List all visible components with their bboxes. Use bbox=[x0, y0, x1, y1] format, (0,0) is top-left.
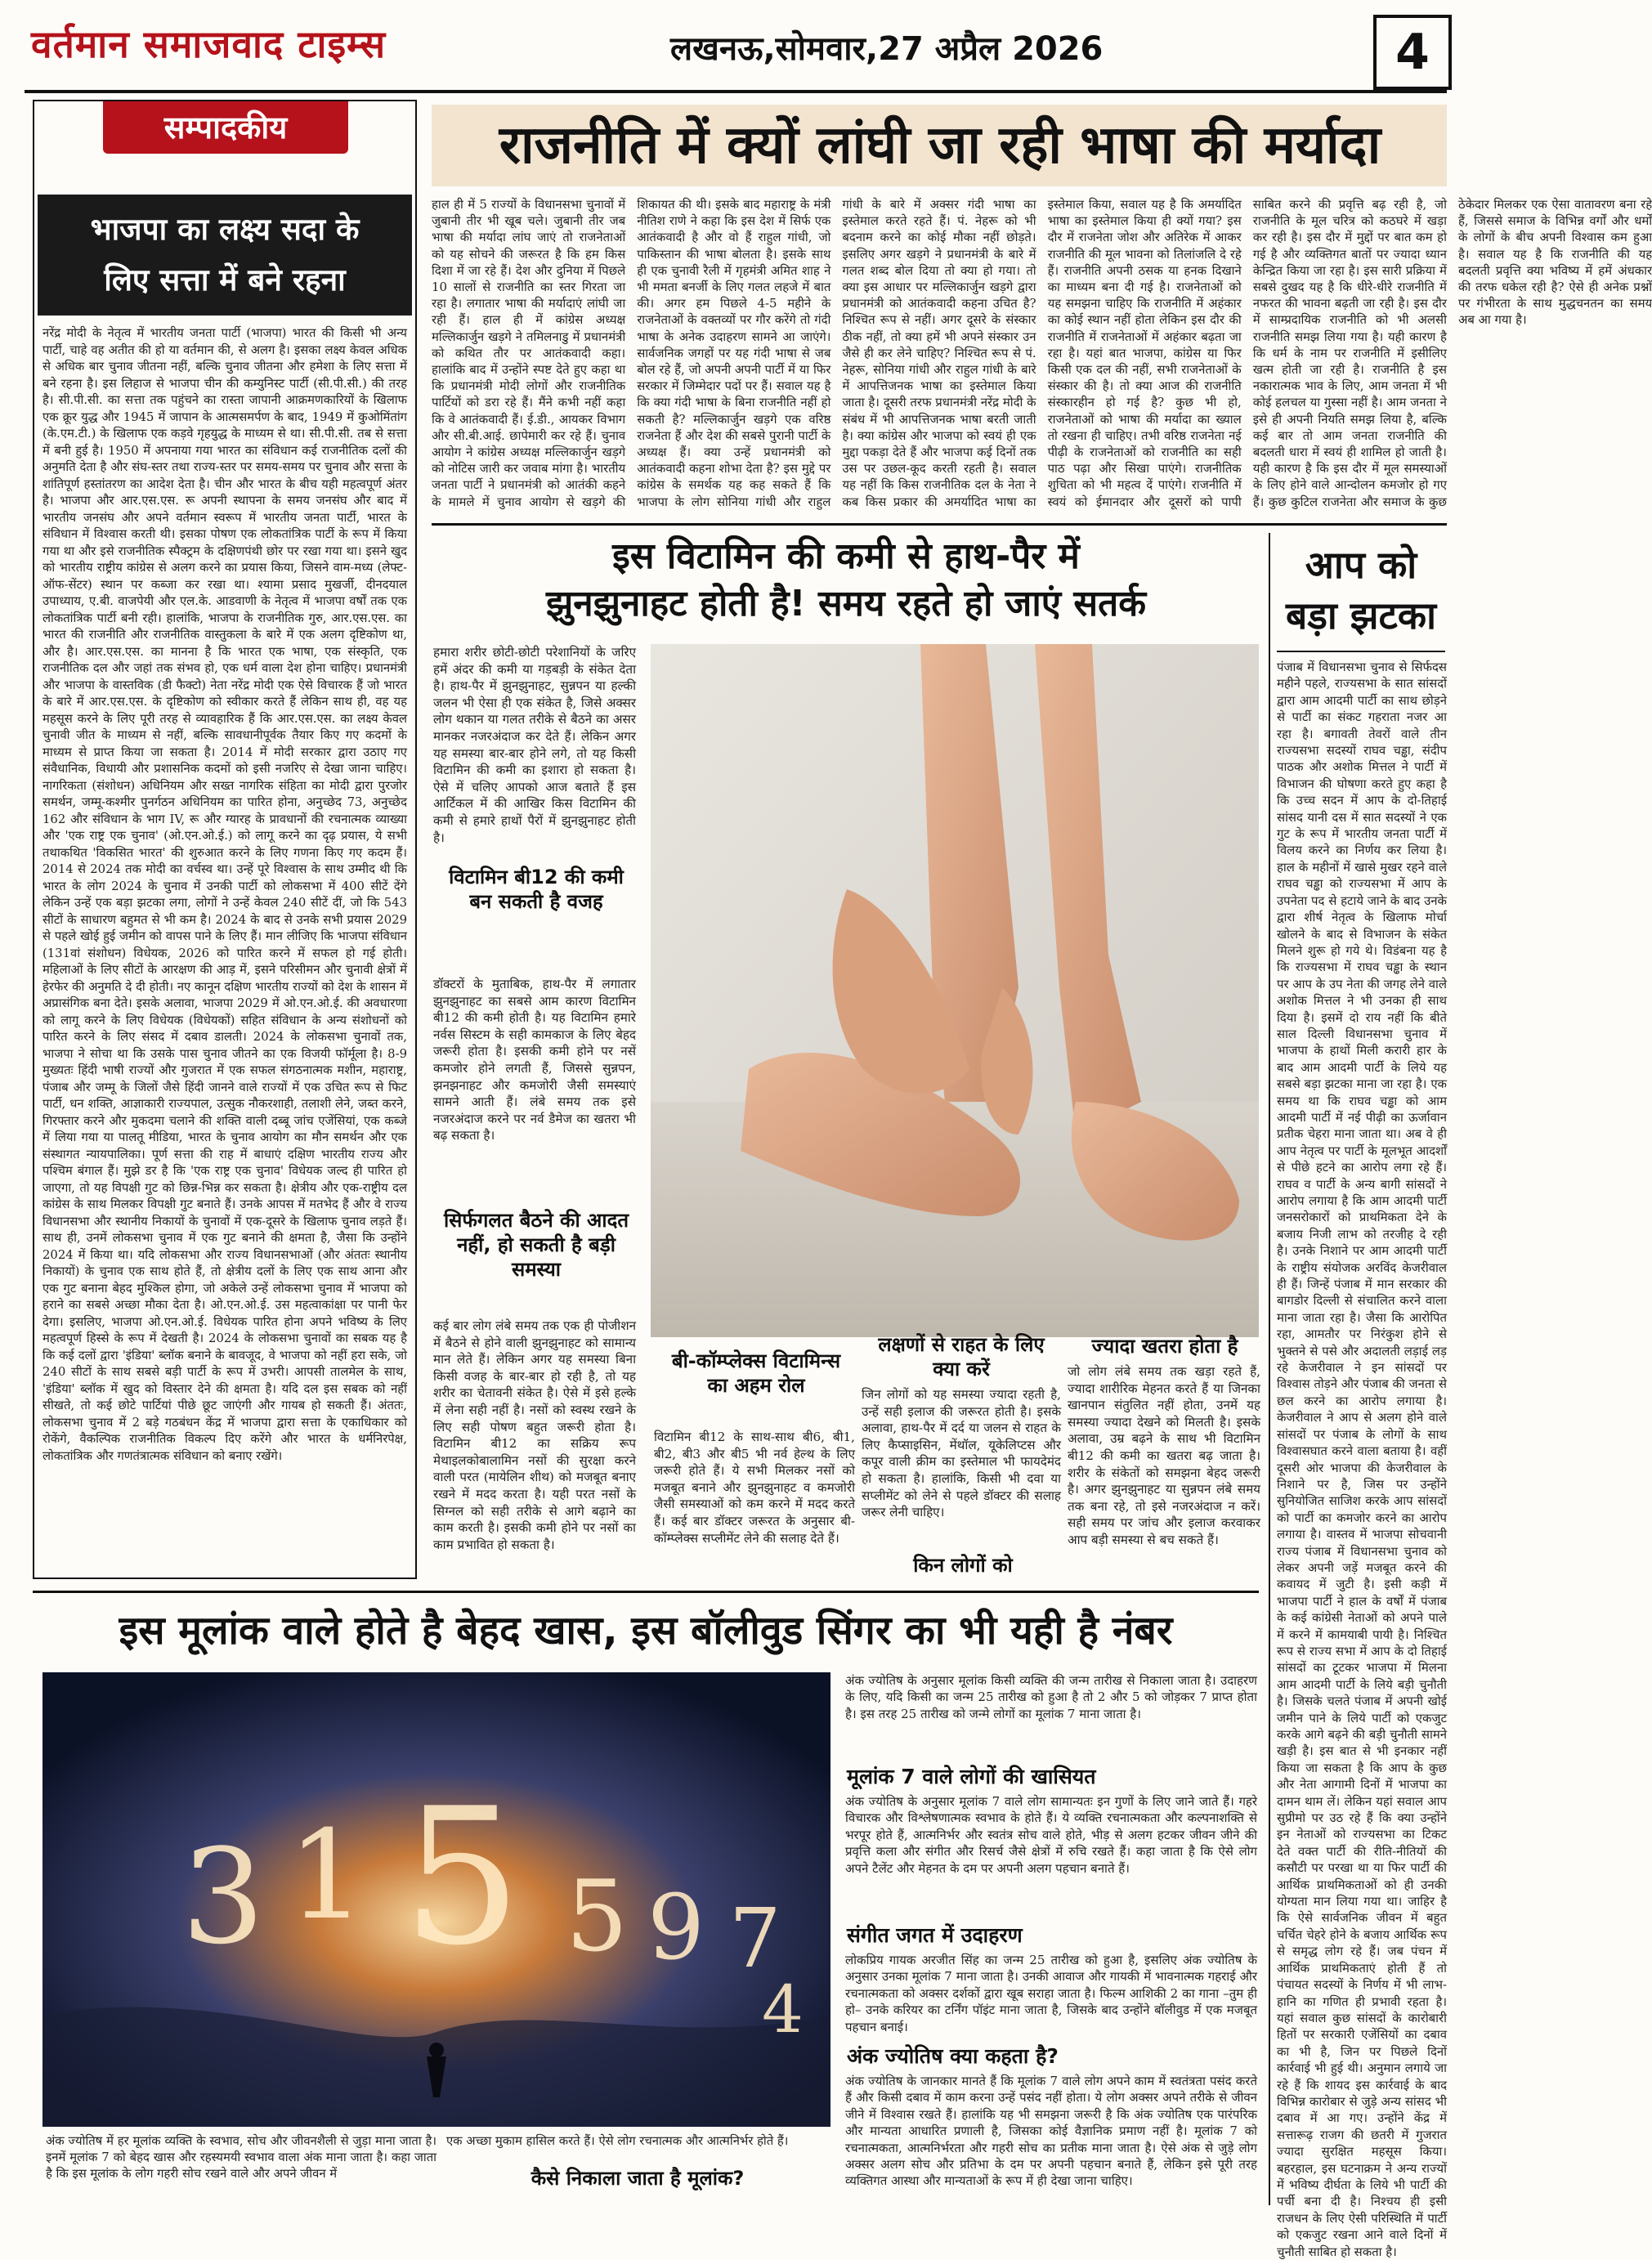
health-para6: जो लोग लंबे समय तक खड़ा रहते हैं, ज्यादा शारीरिक मेहनत करते हैं या जिनका खानपान संतुलित नहीं होता, उनमें यह समस्या ज्यादा देखने को मिलती है। इसके अलावा, उम्र बढ़ने के साथ भी विटामिन बी12 की कमी का खतरा बढ़ जाता है। शरीर के संकेतों को समझना बेहद जरूरी है। अगर झुनझुनाहट या सुन्नपन लंबे समय तक बना रहे, तो इसे नजरअंदाज न करें। सही समय पर जांच और इलाज करवाकर आप बड़ी समस्या से बच सकते हैं। bbox=[1068, 1364, 1260, 1547]
shock-headline-line2: बड़ा झटका bbox=[1285, 593, 1436, 638]
digit-3: 3 bbox=[181, 1820, 265, 1973]
numerology-headline: इस मूलांक वाले होते है बेहद खास, इस बॉलीवुड सिंगर का भी यही है नंबर bbox=[119, 1608, 1173, 1654]
shock-column-rule bbox=[1269, 533, 1270, 2205]
feet-tingling-photo-icon bbox=[651, 644, 1259, 1337]
shock-headline bbox=[1277, 539, 1445, 641]
numerology-sub2: संगीत जगत में उदाहरण bbox=[847, 1923, 1023, 1947]
health-para2: कई बार लोग लंबे समय तक एक ही पोजीशन में बैठने से होने वाली झुनझुनाहट को सामान्य मान लेते हैं। लेकिन अगर यह समस्या बिना किसी वजह के बार-बार हो रही है, तो यह शरीर का चेतावनी संकेत है। ऐसे में इसे हल्के में लेना सही नहीं है। नसों को स्वस्थ रखने के लिए सही पोषण बहुत जरूरी होता है। विटामिन बी12 का सक्रिय रूप मेथाइलकोबालामिन नसों की सुरक्षा करने वाली परत (मायेलिन शीथ) को मजबूत बनाए रखने में मदद करता है। यही परत नसों के सिग्नल को सही तरीके से आगे बढ़ाने का काम करती है। इसकी कमी होने पर नसों का काम प्रभावित हो सकता है। bbox=[433, 1318, 636, 1552]
digit-9: 9 bbox=[647, 1875, 705, 1980]
lead-rule bbox=[432, 523, 1447, 526]
health-para3: विटामिन बी12 के साथ-साथ बी6, बी1, बी2, बी3 और बी5 भी नर्व हेल्थ के लिए जरूरी होते हैं। ये सभी मिलकर नसों को मजबूत बनाने और झुनझुनाहट व कमजोरी जैसी समस्याओं को कम करने में मदद करते हैं। कई बार डॉक्टर जरूरत के अनुसार बी-कॉम्प्लेक्स सप्लीमेंट लेने की सलाह देते हैं। bbox=[654, 1430, 855, 1546]
numerology-para1: अंक ज्योतिष के अनुसार मूलांक 7 वाले लोग सामान्यतः इन गुणों के लिए जाने जाते हैं। गहरे विचारक और विश्लेषणात्मक स्वभाव के होते हैं। ये व्यक्ति रचनात्मकता और कल्पनाशक्ति से भरपूर होते हैं, आत्मनिर्भर और स्वतंत्र सोच वाले होते, भीड़ से अलग हटकर जीवन जीने की प्रवृत्ति कला और संगीत और रिसर्च जैसे क्षेत्रों में रुचि रखते हैं। कहा जाता है कि ऐसे लोग अपने टैलेंट और मेहनत के दम पर अपनी अलग पहचान बनाते हैं। bbox=[845, 1794, 1257, 1876]
editorial-headline-line1: भाजपा का लक्ष्य सदा के bbox=[90, 212, 360, 247]
dateline: लखनऊ,सोमवार,27 अप्रैल 2026 bbox=[670, 30, 1104, 68]
editorial-body: नरेंद्र मोदी के नेतृत्व में भारतीय जनता पार्टी (भाजपा) भारत की किसी भी अन्य पार्टी, चाहे वह अतीत की हो या वर्तमान की, से अलग है। इसका लक्ष्य केवल अधिक से अधिक बार चुनाव जीतना नहीं, बल्कि चुनाव जीतना और हमेशा के लिए सत्ता में बने रहना है। इस लिहाज से भाजपा चीन की कम्युनिस्ट पार्टी (सी.पी.सी.) की तरह है। सी.पी.सी. का सत्ता तक पहुंचने का रास्ता जापानी आक्रमणकारियों के खिलाफ एक क्रूर युद्ध और 1945 में जापान के आत्मसमर्पण के बाद, 1949 में कुओमिंतांग (के.एम.टी.) के खिलाफ एक कड़वे गृहयुद्ध के माध्यम से था। सी.पी.सी. तब से सत्ता में बनी हुई है। 1950 में अपनाया गया भारत का संविधान कई राजनीतिक दलों की अनुमति देता है और संघ-स्तर तथा राज्य-स्तर पर समय-समय पर चुनाव और सत्ता के शांतिपूर्ण हस्तांतरण का आदेश देता है। चीन और भारत के बीच यही महत्वपूर्ण अंतर है। भाजपा और आर.एस.एस. रू अपनी स्थापना के समय जनसंघ और बाद में भारतीय जनसंघ और अपने वर्तमान स्वरूप में भारतीय जनता पार्टी, भारत के संविधान में विश्वास करती थी। इसका पोषण एक लोकतांत्रिक पार्टी के रूप में किया गया था और इसे राजनीतिक स्पैक्ट्रम के दक्षिणपंथी छोर पर रखा गया था। इसने खुद को भारतीय राष्ट्रीय कांग्रेस से अलग करने का प्रयास किया, जिसने वाम-मध्य (लेफ्ट-ऑफ-सेंटर) स्थान पर कब्जा कर रखा था। श्यामा प्रसाद मुखर्जी, दीनदयाल उपाध्याय, ए.बी. वाजपेयी और एल.के. आडवाणी के नेतृत्व में भाजपा वर्षों तक एक लोकतांत्रिक पार्टी बनी रही। हालांकि, भाजपा के राजनीतिक गुरु, आर.एस.एस. का भारत की राजनीति और राजनीतिक वास्तुकला के बारे में एक अलग दृष्टिकोण था, और है। आर.एस.एस. का मानना है कि भारत एक भाषा, एक संस्कृति, एक राजनीतिक दल और जहां तक संभव हो, एक धर्म वाला देश होना चाहिए। प्रधानमंत्री और भाजपा के वास्तविक (डी फैक्टो) नेता नरेंद्र मोदी एक ऐसे विचारक हैं जो भारत के बारे में आर.एस.एस. के दृष्टिकोण को स्वीकार करते हैं लेकिन साथ ही, वह यह महसूस करने के लिए पूरी तरह से व्यावहारिक हैं कि आर.एस.एस. का लक्ष्य केवल चुनावी जीत के माध्यम से नहीं, बल्कि सावधानीपूर्वक तैयार किए गए कदमों के माध्यम से प्राप्त किया जा सकता है। 2014 में मोदी सरकार द्वारा उठाए गए संवैधानिक, विधायी और प्रशासनिक कदमों को इसी नजरिए से देखा जाना चाहिए। नागरिकता (संशोधन) अधिनियम और सख्त नागरिक संहिता का मोदी द्वारा पुरजोर समर्थन, जम्मू-कश्मीर पुनर्गठन अधिनियम का पारित होना, अनुच्छेद 73, अनुच्छेद 162 और संविधान के भाग IV, रू और ग्यारह के प्रावधानों की रचनात्मक व्याख्या और 'एक राष्ट्र एक चुनाव' (ओ.एन.ओ.ई.) को लागू करने का दृढ़ प्रयास, ये सभी तथाकथित 'विकसित भारत' की शुरुआत करने के लिए गणना किए गए कदम हैं। 2014 से 2024 तक मोदी का वर्चस्व था। उन्हें पूरे विश्वास के साथ उम्मीद थी कि भारत के लोग 2024 के चुनाव में उनकी पार्टी को लोकसभा में 400 सीटें देंगे लेकिन उन्हें एक बड़ा झटका लगा, लोगों ने उन्हें केवल 240 सीटें दीं, जो कि 543 सीटों के साधारण बहुमत से भी कम है। 2024 के बाद से उनके सभी प्रयास 2029 से पहले खोई हुई जमीन को वापस पाने के लिए हैं। मान लीजिए कि भाजपा संविधान (131वां संशोधन) विधेयक, 2026 को पारित करने में सफल हो गई होती। महिलाओं के लिए सीटों के आरक्षण की आड़ में, इसने परिसीमन और चुनावी क्षेत्रों में हेरफेर की अनुमति दे दी होती। नए कानून दक्षिण भारतीय राज्यों को देश के शासन में अप्रासंगिक बना देते। इसके अलावा, भाजपा 2029 में ओ.एन.ओ.ई. की अवधारणा को लागू करने के लिए विधेयक (विधेयकों) सहित संविधान के अन्य संशोधनों को पारित करने के लिए संसद में दबाव डालती। 2024 के लोकसभा चुनावों तक, भाजपा ने सोचा था कि उसके पास चुनाव जीतने का एक विजयी फॉर्मूला है। 8-9 मुख्यतः हिंदी भाषी राज्यों और गुजरात में एक सफल संगठनात्मक मशीन, महाराष्ट्र, पंजाब और जम्मू के जिलों जैसे हिंदी जानने वाले राज्यों में एक उचित रूप से फिट पार्टी, धन शक्ति, आज्ञाकारी राज्यपाल, उत्सुक नौकरशाही, तलाशी लेने, जब्त करने, गिरफ्तार करने और मुकदमा चलाने की शक्ति वाली दब्बू जांच एजेंसियां, एक कब्जे में लिया गया या पालतू मीडिया, भारत के चुनाव आयोग का मौन समर्थन और एक संस्थागत न्यायपालिका। पूर्ण सत्ता की राह में बाधाएं दक्षिण भारतीय राज्य और पश्चिम बंगाल हैं। मुझे डर है कि 'एक राष्ट्र एक चुनाव' विधेयक जल्द ही पारित हो जाएगा, तो यह विपक्षी गुट को छिन्न-भिन्न कर सकता है। क्षेत्रीय और एक-राष्ट्रीय दल कांग्रेस के साथ मिलकर विपक्षी गुट बनाते हैं। उनके आपस में मतभेद हैं और वे राज्य विधानसभा और स्थानीय निकायों के चुनावों में एक-दूसरे के खिलाफ चुनाव लड़ते हैं। साथ ही, उनमें लोकसभा चुनाव में एक गुट बनाने की क्षमता है, जैसा कि उन्होंने 2024 में किया था। यदि लोकसभा और राज्य विधानसभाओं (और अंततः स्थानीय निकायों) के चुनाव एक साथ होते हैं, तो क्षेत्रीय दलों के लिए एक साथ आना और एक गुट बनाना बेहद मुश्किल होगा, जो अकेले उन्हें लोकसभा चुनाव में भाजपा को हराने का सबसे अच्छा मौका देता है। ओ.एन.ओ.ई. उस महत्वाकांक्षा पर पानी फेर देगा। इसलिए, भाजपा ओ.एन.ओ.ई. विधेयक पारित होना अपने भविष्य के लिए महत्वपूर्ण हिस्से के रूप में देखती है। 2024 के लोकसभा चुनावों का सबक यह है कि कई दलों द्वारा 'इंडिया' ब्लॉक बनाने के बावजूद, वे भाजपा को नहीं हरा सके, जो 240 सीटों के साथ सबसे बड़ी पार्टी के रूप में उभरी। आपसी तालमेल के साथ, 'इंडिया' ब्लॉक में खुद को विस्तार देने की क्षमता है। यदि दल इस सबक को नहीं सीखते, तो कई छोटे पार्टियां पीछे छूट जाएंगी और गायब हो सकती हैं। अंततः, लोकसभा चुनाव में 2 बड़े गठबंधन केंद्र में भाजपा द्वारा सत्ता के एकाधिकार को रोकेंगे, वैकल्पिक राजनीतिक विकल्प दिए करेंगे और भारत के धर्मनिरपेक्ष, लोकतांत्रिक और गणतंत्रात्मक संविधान को बनाए रखेंगे। bbox=[43, 326, 407, 1463]
numerology-para2: लोकप्रिय गायक अरजीत सिंह का जन्म 25 तारीख को हुआ है, इसलिए अंक ज्योतिष के अनुसार उनका मूलांक 7 माना जाता है। उनकी आवाज और गायकी में भावनात्मक गहराई और रचनात्मकता को अक्सर दर्शकों द्वारा खूब सराहा जाता है। फिल्म आशिकी 2 का गाना –तुम ही हो– उनके करियर का टर्निंग पॉइंट माना जाता है, जिसके बाद उन्होंने बॉलीवुड में एक मजबूत पहचान बनाई। bbox=[845, 1953, 1257, 2034]
health-sub1: विटामिन बी12 की कमी बन सकती है वजह bbox=[449, 866, 624, 913]
page-number: 4 bbox=[1373, 15, 1452, 90]
health-sub2: सिर्फगलत बैठने की आदत नहीं, हो सकती है बड़ी समस्या bbox=[443, 1209, 629, 1281]
numerology-para3: अंक ज्योतिष के जानकार मानते हैं कि मूलांक 7 वाले लोग अपने काम में स्वतंत्रता पसंद करते हैं और किसी दबाव में काम करना उन्हें पसंद नहीं होता। ये लोग अक्सर अपने तरीके से जीवन जीने में विश्वास रखते हैं। हालांकि यह भी समझना जरूरी है कि अंक ज्योतिष एक पारंपरिक और मान्यता आधारित प्रणाली है, जिसका कोई वैज्ञानिक प्रमाण नहीं है। मूलांक 7 को रचनात्मकता, आत्मनिर्भरता और गहरी सोच का प्रतीक माना जाता है। ऐसे अंक से जुड़े लोग अक्सर अलग सोच और प्रतिभा के दम पर अपनी पहचान बनाते हैं, लेकिन इसे पूरी तरह व्यक्तिगत आस्था और मान्यताओं के रूप में ही देखा जाना चाहिए। bbox=[845, 2074, 1257, 2189]
lead-headline: राजनीति में क्यों लांघी जा रही भाषा की मर्यादा bbox=[499, 115, 1381, 176]
numerology-photo bbox=[43, 1672, 830, 2127]
digit-5-large: 5 bbox=[402, 1769, 522, 1987]
editorial-section-label: सम्पादकीय bbox=[103, 101, 348, 154]
digit-1: 1 bbox=[288, 1805, 366, 1947]
health-headline-line1: इस विटामिन की कमी से हाथ-पैर में bbox=[612, 535, 1080, 577]
digit-7: 7 bbox=[729, 1891, 781, 1986]
health-sub6: ज्यादा खतरा होता है bbox=[1091, 1335, 1238, 1358]
masthead bbox=[0, 0, 1471, 92]
numerology-intro: अंक ज्योतिष के अनुसार मूलांक किसी व्यक्ति की जन्म तारीख से निकाला जाता है। उदाहरण के लिए, यदि किसी का जन्म 25 तारीख को हुआ है तो 2 और 5 को जोड़कर 7 प्राप्त होता है। इस तरह 25 तारीख को जन्मे लोगों का मूलांक 7 माना जाता है। bbox=[845, 1673, 1257, 1721]
digit-5-small: 5 bbox=[566, 1860, 629, 1974]
health-sub5: किन लोगों को bbox=[913, 1554, 1013, 1577]
editorial-headline bbox=[38, 195, 412, 316]
newspaper-brand: वर्तमान समाजवाद टाइम्स bbox=[31, 22, 387, 66]
numerology-caption-left: अंक ज्योतिष में हर मूलांक व्यक्ति के स्वभाव, सोच और जीवनशैली से जुड़ा माना जाता है। इनमें मूलांक 7 को बेहद खास और रहस्यमयी स्वभाव वाला अंक माना जाता है। कहा जाता है कि इस मूलांक के लोग गहरी सोच रखने वाले और अपने जीवन में bbox=[46, 2134, 437, 2181]
shock-headline-line1: आप को bbox=[1305, 543, 1417, 587]
numerology-how-head: कैसे निकाला जाता है मूलांक? bbox=[531, 2167, 745, 2190]
health-photo bbox=[651, 644, 1259, 1337]
numerology-sub3: अंक ज्योतिष क्या कहता है? bbox=[847, 2044, 1059, 2068]
shock-head-rule bbox=[1277, 651, 1445, 652]
numerology-caption-right: एक अच्छा मुकाम हासिल करते हैं। ऐसे लोग रचनात्मक और आत्मनिर्भर होते हैं। bbox=[446, 2134, 789, 2148]
health-para4: जिन लोगों को यह समस्या ज्यादा रहती है, उन्हें सही इलाज की जरूरत होती है। इसके अलावा, हाथ-पैर में दर्द या जलन से राहत के लिए कैप्साइसिन, मेंथॉल, यूकेलिप्टस और कपूर वाली क्रीम का इस्तेमाल भी फायदेमंद हो सकता है। हालांकि, किसी भी दवा या सप्लीमेंट को लेने से पहले डॉक्टर की सलाह जरूर लेनी चाहिए। bbox=[862, 1387, 1061, 1520]
editorial-headline-line2: लिए सत्ता में बने रहना bbox=[104, 262, 346, 298]
lead-body: हाल ही में 5 राज्यों के विधानसभा चुनावों में जुबानी तीर भी खूब चले। जुबानी तीर जब भाषा की मर्यादा लांघ जाएं तो राजनेताओं को यह सोचने की जरूरत है कि हम किस दिशा में जा रहे हैं। देश और दुनिया में पिछले 10 सालों से राजनीति का स्तर गिरता जा रहा है। लगातार भाषा की मर्यादाएं लांघी जा रही हैं। हाल ही में कांग्रेस अध्यक्ष मल्लिकार्जुन खड़गे ने तमिलनाडु में प्रधानमंत्री को कथित तौर पर आतंकवादी कहा। हालांकि बाद में उन्होंने स्पष्ट देते हुए कहा था कि प्रधानमंत्री मोदी लोगों और राजनीतिक पार्टियों को डरा रहे हैं। मैंने कभी नहीं कहा कि वे आतंकवादी हैं। ई.डी., आयकर विभाग और सी.बी.आई. छापेमारी कर रहे हैं। चुनाव आयोग ने कांग्रेस अध्यक्ष मल्लिकार्जुन खड़गे को नोटिस जारी कर जवाब मांगा है। भारतीय जनता पार्टी ने प्रधानमंत्री को आतंकी कहने के मामले में चुनाव आयोग से खड़गे की शिकायत की थी। इसके बाद महाराष्ट्र के मंत्री नीतिश राणे ने कहा कि इस देश में सिर्फ एक आतंकवादी है और वो हैं राहुल गांधी, जो पाकिस्तान की भाषा बोलता है। इसके साथ ही एक चुनावी रैली में गृहमंत्री अमित शाह ने भी ममता बनर्जी के लिए गलत लहजे में बात की। अगर हम पिछले 4-5 महीने के राजनेताओं के वक्तव्यों पर गौर करेंगे तो गंदी भाषा के अनेक उदाहरण सामने आ जाएंगे। सार्वजनिक जगहों पर यह गंदी भाषा से जब बोल रहे हैं, जो अपनी अपनी पार्टी में या फिर सरकार में जिम्मेदार पदों पर हैं। सवाल यह है कि क्या गंदी भाषा के बिना राजनीति नहीं हो सकती है? मल्लिकार्जुन खड़गे एक वरिष्ठ राजनेता हैं और देश की सबसे पुरानी पार्टी के अध्यक्ष हैं। क्या उन्हें प्रधानमंत्री को आतंकवादी कहना शोभा देता है? इस मुद्दे पर कांग्रेस के समर्थक यह कह सकते हैं कि भाजपा के लोग सोनिया गांधी और राहुल गांधी के बारे में अक्सर गंदी भाषा का इस्तेमाल करते रहते हैं। पं. नेहरू को भी बदनाम करने का कोई मौका नहीं छोड़ते। इसलिए अगर खड़गे ने प्रधानमंत्री के बारे में गलत शब्द बोल दिया तो क्या हो गया। तो क्या इस आधार पर मल्लिकार्जुन खड़गे द्वारा प्रधानमंत्री को आतंकवादी कहना उचित है? निश्चित रूप से नहीं। अगर दूसरे के संस्कार ठीक नहीं, तो क्या हमें भी अपने संस्कार उन जैसे ही कर लेने चाहिए? निश्चित रूप से पं. नेहरू, सोनिया गांधी और राहुल गांधी के बारे में आपत्तिजनक भाषा का इस्तेमाल किया जाता है। दूसरी तरफ प्रधानमंत्री नरेंद्र मोदी के संबंध में भी आपत्तिजनक भाषा बरती जाती है। क्या कांग्रेस और भाजपा को स्वयं ही एक मुद्दा पकड़ा देते हैं और भाजपा कई दिनों तक उस पर उछल-कूद करती रहती है। सवाल यह नहीं कि किस राजनीतिक दल के नेता ने कब किस प्रकार की अमर्यादित भाषा का इस्तेमाल किया, सवाल यह है कि अमर्यादित भाषा का इस्तेमाल किया ही क्यों गया? इस दौर में राजनेता जोश और अतिरेक में आकर राजनीति की मूल भावना को तिलांजलि दे रहे हैं। राजनीति अपनी ठसक या हनक दिखाने का माध्यम बना दी गई है। राजनेताओं को यह समझना चाहिए कि राजनीति में अहंकार का कोई स्थान नहीं होता लेकिन इस दौर की राजनीति में राजनेताओं में अहंकार बढ़ता जा रहा है। यहां बात भाजपा, कांग्रेस या फिर किसी एक दल की नहीं, सभी राजनेताओं के संस्कार की है। तो क्या आज की राजनीति संस्कारहीन हो गई है? कुछ भी हो, राजनेताओं को भाषा की मर्यादा का ख्याल तो रखना ही चाहिए। तभी वरिष्ठ राजनेता नई पीढ़ी के राजनेताओं को राजनीति का सही पाठ पढ़ा और सिखा पाएंगे। राजनीतिक शुचिता को भी महत्व दें पाएंगे। राजनीति में स्वयं को ईमानदार और दूसरों को पापी साबित करने की प्रवृत्ति बढ़ रही है, जो राजनीति के मूल चरित्र को कठघरे में खड़ा कर रही है। इस दौर में मुद्दों पर बात कम हो गई है और व्यक्तिगत बातों पर ज्यादा ध्यान केन्द्रित किया जा रहा है। इस सारी प्रक्रिया में सबसे दुखद यह है कि धीरे-धीरे राजनीति में नफरत की भावना बढ़ती जा रही है। इस दौर में साम्प्रदायिक राजनीति को भी अलसी राजनीति समझ लिया गया है। यही कारण है कि धर्म के नाम पर राजनीति में इसीलिए खत्म होती जा रही है। राजनीति है इस नकारात्मक भाव के लिए, आम जनता में भी कोई हलचल या गुस्सा नहीं है। आम जनता ने इसे ही अपनी नियति समझ लिया है, बल्कि कई बार तो आम जनता राजनीति की बदलती धारा में स्वयं ही शामिल हो जाती है। यही कारण है कि इस दौर में मूल समस्याओं के लिए होने वाले आन्दोलन कमजोर हो गए हैं। कुछ कुटिल राजनेता और समाज के कुछ ठेकेदार मिलकर एक ऐसा वातावरण बना रहे हैं, जिससे समाज के विभिन्न वर्गों और धर्मों के लोगों के बीच अपनी विश्वास कम हुआ है। सवाल यह है कि राजनीति की यह बदलती प्रवृत्ति क्या भविष्य में हमें अंधकार की तरफ धकेल रही है? ऐसे ही अनेक प्रश्नों पर गंभीरता के साथ मुद्धचनतन का समय अब आ गया है। bbox=[432, 197, 1652, 509]
masthead-rule bbox=[25, 90, 1447, 93]
digit-4: 4 bbox=[762, 1971, 804, 2047]
numerology-sub1: मूलांक 7 वाले लोगों की खासियत bbox=[847, 1765, 1096, 1788]
health-headline bbox=[433, 533, 1259, 628]
shock-body: पंजाब में विधानसभा चुनाव से सिर्फदस महीने पहले, राज्यसभा के सात सांसदों द्वारा आम आदमी पार्टी का साथ छोड़ने से पार्टी का संकट गहराता नजर आ रहा है। बगावती तेवरों वाले तीन राज्यसभा सदस्यों राघव चड्ढा, संदीप पाठक और अशोक मित्तल ने पार्टी में विभाजन की घोषणा करते हुए कहा है कि उच्च सदन में आप के दो-तिहाई सांसद यानी दस में सात सदस्यों ने एक गुट के रूप में भारतीय जनता पार्टी में विलय करने का निर्णय कर लिया है। हाल के महीनों में खासे मुखर रहने वाले राघव चड्ढा को राज्यसभा में आप के उपनेता पद से हटाये जाने के बाद उनके द्वारा शीर्ष नेतृत्व के खिलाफ मोर्चा खोलने के बाद से विभाजन के संकेत मिलने शुरू हो गये थे। विडंबना यह है कि राज्यसभा में राघव चड्ढा के स्थान पर आप के उप नेता की जगह लेने वाले अशोक मित्तल ने भी उनका ही साथ दिया है। इसमें दो राय नहीं कि बीते साल दिल्ली विधानसभा चुनाव में भाजपा के हाथों मिली करारी हार के बाद आम आदमी पार्टी के लिये यह सबसे बड़ा झटका माना जा रहा है। एक समय था कि राघव चड्ढा को आम आदमी पार्टी में नई पीढ़ी का ऊर्जावान प्रतीक चेहरा माना जाता था। अब वे ही आप नेतृत्व पर पार्टी के मूलभूत आदर्शों से पीछे हटने का आरोप लगा रहे हैं। राघव व पार्टी के अन्य बागी सांसदों ने आरोप लगाया है कि आम आदमी पार्टी जनसरोकारों को प्राथमिकता देने के बजाय निजी लाभ को तरजीह दे रही है। उनके निशाने पर आम आदमी पार्टी के राष्ट्रीय संयोजक अरविंद केजरीवाल ही हैं। जिन्हें पंजाब में मान सरकार की बागडोर दिल्ली से संचालित करने वाला माना जाता रहा है। जैसा कि आरोपित रहा, आमतौर पर निरंकुश होने से भुक्तने से पसे और अदालती लड़ाई लड़ रहे केजरीवाल ने इन सांसदों पर विश्वास तोड़ने और पंजाब की जनता से छल करने का आरोप लगाया है। केजरीवाल ने आप से अलग होने वाले सांसदों पर पंजाब के लोगों के साथ विश्वासघात करने वाला बताया है। वहीं दूसरी ओर भाजपा की केजरीवाल के निशाने पर है, जिस पर उन्होंने सुनियोजित साजिश करके आप सांसदों को पार्टी का कमजोर करने का आरोप लगाया है। वास्तव में भाजपा सोचवानी राज्य पंजाब में विधानसभा चुनाव को लेकर अपनी जड़ें मजबूत करने की कवायद में जुटी है। इसी कड़ी में भाजपा पार्टी ने हाल के वर्षों में पंजाब के कई कांग्रेसी नेताओं को अपने पाले में करने में कामयाबी पायी है। निश्चित रूप से राज्य सभा में आप के दो तिहाई सांसदों का टूटकर भाजपा में मिलना आम आदमी पार्टी के लिये बड़ी चुनौती है। जिसके चलते पंजाब में अपनी खोई जमीन पाने के लिये पार्टी को एकजुट करके आगे बढ़ने की बड़ी चुनौती सामने खड़ी है। इस बात से भी इनकार नहीं किया जा सकता है कि आप के कुछ और नेता आगामी दिनों में भाजपा का दामन थाम लें। लेकिन यहां सवाल आप सुप्रीमो पर उठ रहे हैं कि क्या उन्होंने इन नेताओं को राज्यसभा का टिकट देते वक्त पार्टी की रीति-नीतियों की कसौटी पर परखा था या फिर पार्टी की आर्थिक प्राथमिकताओं को ही उनकी योग्यता मान लिया गया था। जाहिर है कि ऐसे सार्वजनिक जीवन में बहुत चर्चित चेहरे होने के बजाय आर्थिक रूप से समृद्ध लोग रहे हैं। जब पंचन में आर्थिक प्राथमिकताएं होती हैं तो पंचायत सदस्यों के निर्णय में भी लाभ-हानि का गणित ही प्रभावी रहता है। यहां सवाल कुछ सांसदों के कारोबारी हितों पर सरकारी एजेंसियों का दबाव का भी है, जिन पर पिछले दिनों कार्रवाई भी हुई थी। अनुमान लगाये जा रहे हैं कि शायद इस कार्रवाई के बाद विभिन्न कारोबार से जुड़े अन्य सांसद भी दबाव में आ गए। उन्होंने केंद्र में सत्तारूढ़ राजग की छतरी में गुजरात ज्यादा सुरक्षित महसूस किया। बहरहाल, इस घटनाक्रम ने अन्य राज्यों में भविष्य दीर्घता के लिये भी पार्टी की पर्ची बना दी है। निश्चय ही इसी राजधन के लिए ऐसी परिस्थिति में पार्टी को एकजुट रखना आने वाले दिनों में चुनौती साबित हो सकता है। bbox=[1277, 660, 1447, 2259]
health-headline-line2: झुनझुनाहट होती है! समय रहते हो जाएं सतर्क bbox=[546, 583, 1146, 624]
health-sub3: बी-कॉम्प्लेक्स विटामिन्स का अहम रोल bbox=[671, 1349, 841, 1397]
health-para1: डॉक्टरों के मुताबिक, हाथ-पैर में लगातार झुनझुनाहट का सबसे आम कारण विटामिन बी12 की कमी होती है। यह विटामिन हमारे नर्वस सिस्टम के सही कामकाज के लिए बेहद जरूरी होता है। इसकी कमी होने पर नसें कमजोर होने लगती हैं, जिससे सुन्नपन, झनझनाहट और कमजोरी जैसी समस्याएं सामने आती हैं। लंबे समय तक इसे नजरअंदाज करने पर नर्व डैमेज का खतरा भी बढ़ सकता है। bbox=[433, 977, 636, 1143]
numerology-rule bbox=[33, 1591, 1259, 1593]
health-sub4: लक्षणों से राहत के लिए क्या करें bbox=[878, 1333, 1045, 1381]
glowing-numbers-photo-icon bbox=[43, 1672, 830, 2127]
health-intro: हमारा शरीर छोटी-छोटी परेशानियों के जरिए हमें अंदर की कमी या गड़बड़ी के संकेत देता है। हाथ-पैर में झुनझुनाहट, सुन्नपन या हल्की जलन भी ऐसा ही एक संकेत है, जिसे अक्सर लोग थकान या गलत तरीके से बैठने का असर मानकर नजरअंदाज कर देते हैं। लेकिन अगर यह समस्या बार-बार होने लगे, तो यह किसी विटामिन की कमी का इशारा हो सकता है। ऐसे में चलिए आपको आज बताते हैं इस आर्टिकल में की आखिर किस विटामिन की कमी से हमारे हाथों पैरों में झुनझुनाहट होती है। bbox=[433, 645, 636, 845]
